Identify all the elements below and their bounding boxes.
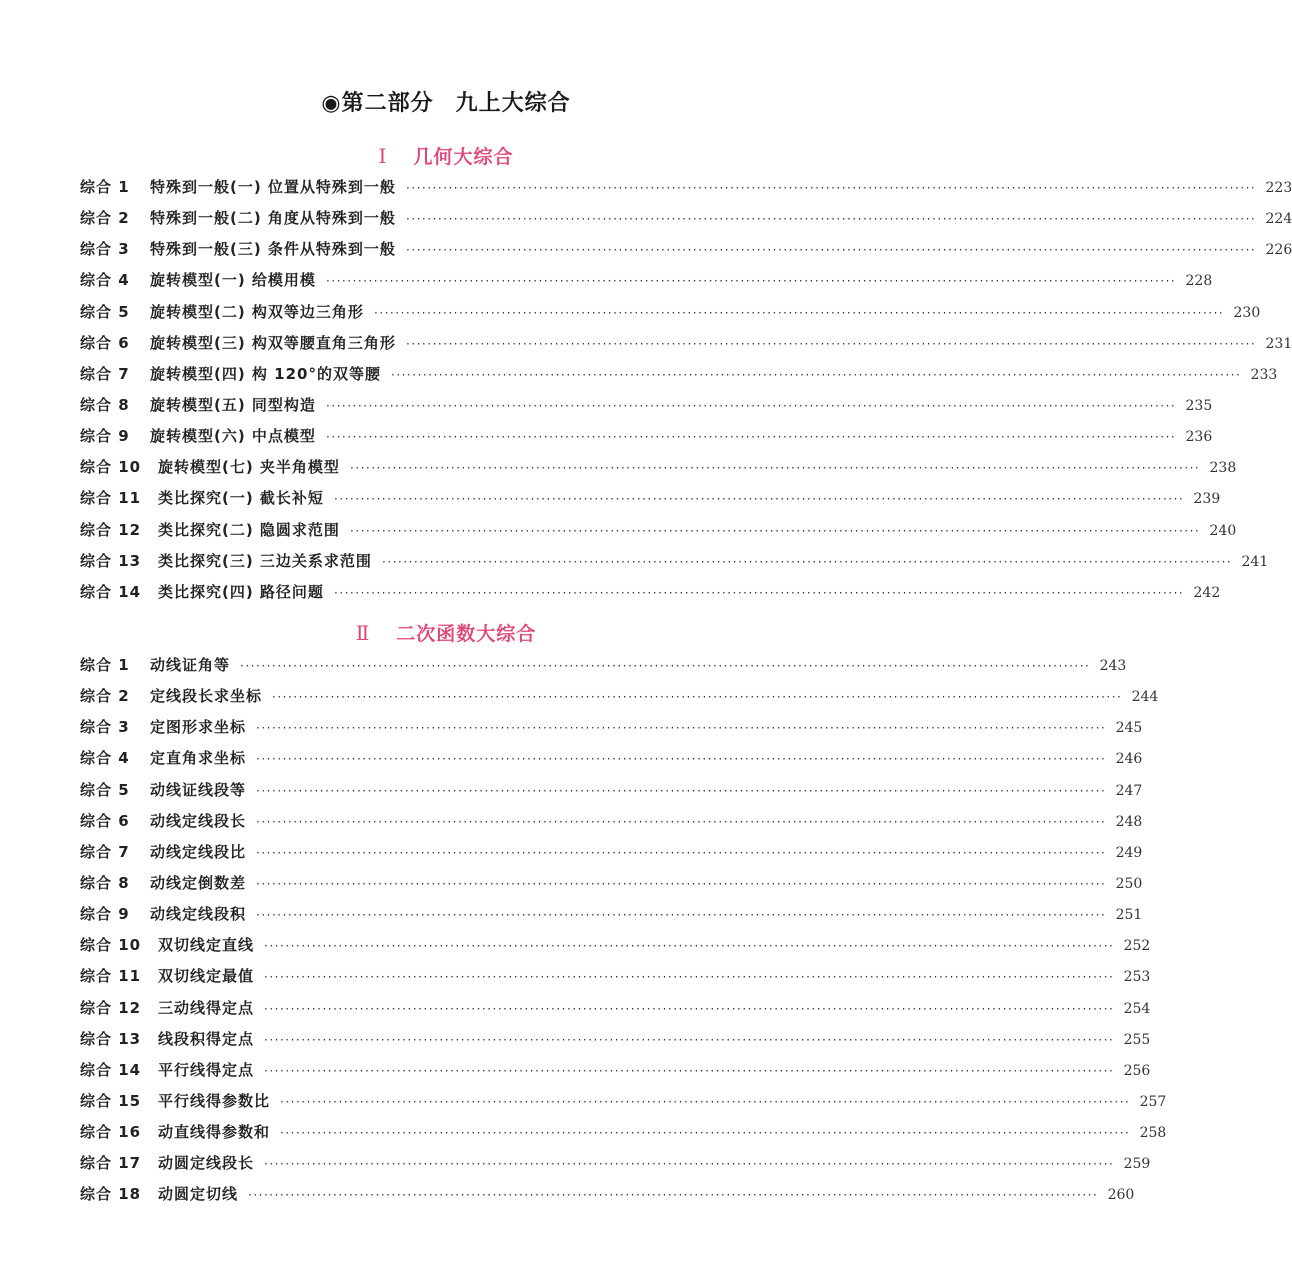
toc-entry[interactable]: [80, 487, 1221, 518]
entry-title: 类比探究(一) 截长补短: [158, 489, 324, 508]
toc-entry[interactable]: [80, 1028, 1151, 1059]
toc-entry[interactable]: [80, 332, 1292, 363]
entry-title: 特殊到一般(二) 角度从特殊到一般: [150, 209, 396, 228]
entry-page-number: 247: [1115, 782, 1143, 799]
toc-entry[interactable]: [80, 747, 1143, 778]
toc-entry[interactable]: [80, 1121, 1167, 1152]
toc-entry[interactable]: [80, 872, 1143, 903]
entry-title: 动线定线段积: [150, 905, 247, 924]
entry-page-number: 249: [1115, 844, 1143, 861]
entry-label: 综合 12: [80, 998, 142, 1017]
part-label: 第二部分: [341, 91, 434, 116]
dot-leader: ································································································································································: [256, 721, 1107, 736]
entry-title: 双切线定最值: [158, 967, 255, 986]
entry-label: 综合 16: [80, 1123, 142, 1142]
dot-leader: ································································································································································: [264, 1063, 1115, 1078]
dot-leader: ································································································································································: [256, 814, 1107, 829]
part-name: 九上大综合: [455, 91, 571, 116]
entry-page-number: 223: [1265, 180, 1292, 196]
entry-label: 综合 9: [80, 427, 130, 446]
toc-entry[interactable]: [80, 654, 1127, 685]
entry-page-number: 228: [1185, 273, 1213, 290]
entry-page-number: 242: [1193, 584, 1221, 601]
dot-leader: ································································································································································: [256, 783, 1107, 798]
entry-page-number: 245: [1115, 720, 1143, 737]
entry-title: 特殊到一般(三) 条件从特殊到一般: [150, 240, 396, 259]
entry-label: 综合 6: [80, 333, 130, 352]
toc-list-quadratic: [80, 654, 1167, 1215]
entry-page-number: 253: [1123, 969, 1151, 986]
entry-title: 旋转模型(七) 夹半角模型: [158, 458, 340, 477]
entry-label: 综合 11: [80, 967, 142, 986]
entry-title: 旋转模型(六) 中点模型: [150, 427, 316, 446]
dot-leader: ································································································································································: [381, 554, 1233, 569]
entry-page-number: 246: [1115, 751, 1143, 768]
entry-page-number: 233: [1250, 366, 1278, 383]
toc-entry[interactable]: [80, 394, 1213, 425]
dot-leader: ································································································································································: [405, 243, 1257, 258]
dot-leader: ································································································································································: [256, 752, 1107, 767]
entry-page-number: 251: [1115, 907, 1143, 924]
part-title: [0, 86, 892, 117]
dot-leader: ································································································································································: [349, 461, 1201, 476]
section-name: 几何大综合: [413, 146, 514, 168]
toc-entry[interactable]: [80, 685, 1159, 716]
entry-title: 类比探究(二) 隐圆求范围: [158, 520, 340, 539]
toc-entry[interactable]: [80, 176, 1292, 207]
toc-entry[interactable]: [80, 779, 1143, 810]
toc-entry[interactable]: [80, 716, 1143, 747]
entry-label: 综合 8: [80, 395, 130, 414]
entry-label: 综合 9: [80, 905, 130, 924]
entry-page-number: 243: [1099, 658, 1127, 674]
entry-title: 旋转模型(一) 给模用模: [150, 271, 316, 290]
entry-page-number: 255: [1123, 1031, 1151, 1048]
entry-page-number: 240: [1209, 522, 1237, 539]
entry-title: 旋转模型(三) 构双等腰直角三角形: [150, 333, 396, 352]
entry-label: 综合 7: [80, 842, 130, 861]
entry-title: 旋转模型(五) 同型构造: [150, 395, 316, 414]
entry-title: 三动线得定点: [158, 998, 255, 1017]
toc-entry[interactable]: [80, 1090, 1167, 1121]
dot-leader: ································································································································································: [280, 1094, 1131, 1109]
section-numeral: Ⅰ: [378, 144, 388, 168]
entry-title: 定图形求坐标: [150, 718, 247, 737]
dot-leader: ································································································································································: [349, 523, 1201, 538]
toc-entry[interactable]: [80, 934, 1151, 965]
toc-entry[interactable]: [80, 1152, 1151, 1183]
entry-label: 综合 5: [80, 302, 130, 321]
dot-leader: ································································································································································: [272, 690, 1123, 705]
dot-leader: ································································································································································: [256, 876, 1107, 891]
entry-page-number: 259: [1123, 1156, 1151, 1173]
entry-title: 平行线得定点: [158, 1060, 255, 1079]
dot-leader: ································································································································································: [264, 1032, 1115, 1047]
entry-page-number: 254: [1123, 1000, 1151, 1017]
toc-entry[interactable]: [80, 581, 1221, 612]
entry-page-number: 252: [1123, 938, 1151, 955]
entry-page-number: 230: [1233, 304, 1261, 321]
entry-title: 定直角求坐标: [150, 749, 247, 768]
dot-leader: ································································································································································: [405, 181, 1257, 195]
entry-page-number: 244: [1131, 689, 1159, 706]
entry-title: 动线证角等: [150, 656, 231, 674]
entry-label: 综合 3: [80, 240, 130, 259]
entry-page-number: 231: [1265, 335, 1292, 352]
dot-leader: ································································································································································: [264, 939, 1115, 954]
toc-entry[interactable]: [80, 269, 1213, 300]
entry-title: 平行线得参数比: [158, 1091, 271, 1110]
entry-label: 综合 15: [80, 1091, 142, 1110]
dot-leader: ································································································································································: [325, 274, 1177, 289]
part-marker-icon: ◉: [321, 91, 342, 116]
entry-label: 综合 2: [80, 687, 130, 706]
entry-label: 综合 7: [80, 364, 130, 383]
dot-leader: ································································································································································: [373, 305, 1225, 320]
toc-entry[interactable]: [80, 301, 1261, 332]
entry-label: 综合 5: [80, 780, 130, 799]
dot-leader: ································································································································································: [405, 212, 1257, 227]
entry-title: 线段积得定点: [158, 1029, 255, 1048]
entry-title: 类比探究(三) 三边关系求范围: [158, 551, 372, 570]
toc-entry[interactable]: [80, 456, 1237, 487]
entry-page-number: 226: [1265, 242, 1292, 259]
toc-entry[interactable]: [80, 363, 1278, 394]
dot-leader: ································································································································································: [325, 430, 1177, 445]
entry-label: 综合 6: [80, 811, 130, 830]
entry-label: 综合 14: [80, 582, 142, 601]
entry-label: 综合 14: [80, 1060, 142, 1079]
entry-page-number: 256: [1123, 1062, 1151, 1079]
entry-label: 综合 10: [80, 458, 142, 477]
entry-label: 综合 13: [80, 551, 142, 570]
toc-entry[interactable]: [80, 903, 1143, 934]
entry-page-number: 235: [1185, 397, 1213, 414]
section-name: 二次函数大综合: [396, 623, 537, 645]
toc-entry[interactable]: [80, 519, 1237, 550]
entry-title: 特殊到一般(一) 位置从特殊到一般: [150, 178, 396, 196]
entry-title: 双切线定直线: [158, 936, 255, 955]
section-title-geometry: [0, 142, 892, 169]
entry-title: 动线定线段比: [150, 842, 247, 861]
entry-title: 动圆定线段长: [158, 1154, 255, 1173]
dot-leader: ································································································································································: [248, 1188, 1099, 1203]
entry-title: 动直线得参数和: [158, 1123, 271, 1142]
entry-page-number: 248: [1115, 813, 1143, 830]
dot-leader: ································································································································································: [264, 970, 1115, 985]
entry-label: 综合 8: [80, 873, 130, 892]
entry-label: 综合 12: [80, 520, 142, 539]
entry-page-number: 238: [1209, 460, 1237, 477]
entry-label: 综合 18: [80, 1185, 142, 1204]
entry-page-number: 241: [1241, 553, 1269, 570]
entry-title: 动线定倒数差: [150, 873, 247, 892]
entry-label: 综合 3: [80, 718, 130, 737]
entry-title: 动线证线段等: [150, 780, 247, 799]
dot-leader: ································································································································································: [325, 398, 1177, 413]
dot-leader: ································································································································································: [333, 492, 1185, 507]
toc-entry[interactable]: [80, 841, 1143, 872]
entry-label: 综合 11: [80, 489, 142, 508]
entry-label: 综合 4: [80, 749, 130, 768]
entry-label: 综合 1: [80, 178, 130, 196]
toc-entry[interactable]: [80, 1183, 1135, 1214]
dot-leader: ································································································································································: [405, 336, 1257, 351]
toc-entry[interactable]: [80, 810, 1143, 841]
entry-title: 动圆定切线: [158, 1185, 239, 1204]
dot-leader: ································································································································································: [256, 845, 1107, 860]
toc-entry[interactable]: [80, 997, 1151, 1028]
dot-leader: ································································································································································: [264, 1157, 1115, 1172]
entry-page-number: 224: [1265, 211, 1292, 228]
entry-label: 综合 2: [80, 209, 130, 228]
entry-label: 综合 1: [80, 656, 130, 674]
toc-entry[interactable]: [80, 238, 1292, 269]
entry-page-number: 236: [1185, 429, 1213, 446]
entry-page-number: 260: [1107, 1187, 1135, 1204]
toc-list-geometry: [80, 176, 1292, 612]
dot-leader: ································································································································································: [264, 1001, 1115, 1016]
entry-page-number: 257: [1139, 1093, 1167, 1110]
entry-label: 综合 17: [80, 1154, 142, 1173]
toc-entry[interactable]: [80, 965, 1151, 996]
entry-title: 动线定线段长: [150, 811, 247, 830]
entry-label: 综合 4: [80, 271, 130, 290]
dot-leader: ································································································································································: [333, 585, 1185, 600]
section-title-quadratic: [0, 619, 892, 646]
entry-page-number: 250: [1115, 875, 1143, 892]
toc-entry[interactable]: [80, 207, 1292, 238]
entry-label: 综合 13: [80, 1029, 142, 1048]
entry-title: 定线段长求坐标: [150, 687, 263, 706]
dot-leader: ································································································································································: [390, 367, 1242, 382]
section-numeral: Ⅱ: [355, 621, 371, 645]
dot-leader: ································································································································································: [240, 659, 1091, 673]
toc-entry[interactable]: [80, 550, 1269, 581]
toc-entry[interactable]: [80, 425, 1213, 456]
dot-leader: ································································································································································: [256, 908, 1107, 923]
entry-title: 旋转模型(二) 构双等边三角形: [150, 302, 364, 321]
entry-title: 类比探究(四) 路径问题: [158, 582, 324, 601]
entry-title: 旋转模型(四) 构 120°的双等腰: [150, 364, 381, 383]
entry-page-number: 258: [1139, 1125, 1167, 1142]
entry-label: 综合 10: [80, 936, 142, 955]
dot-leader: ································································································································································: [280, 1126, 1131, 1141]
entry-page-number: 239: [1193, 491, 1221, 508]
toc-entry[interactable]: [80, 1059, 1151, 1090]
